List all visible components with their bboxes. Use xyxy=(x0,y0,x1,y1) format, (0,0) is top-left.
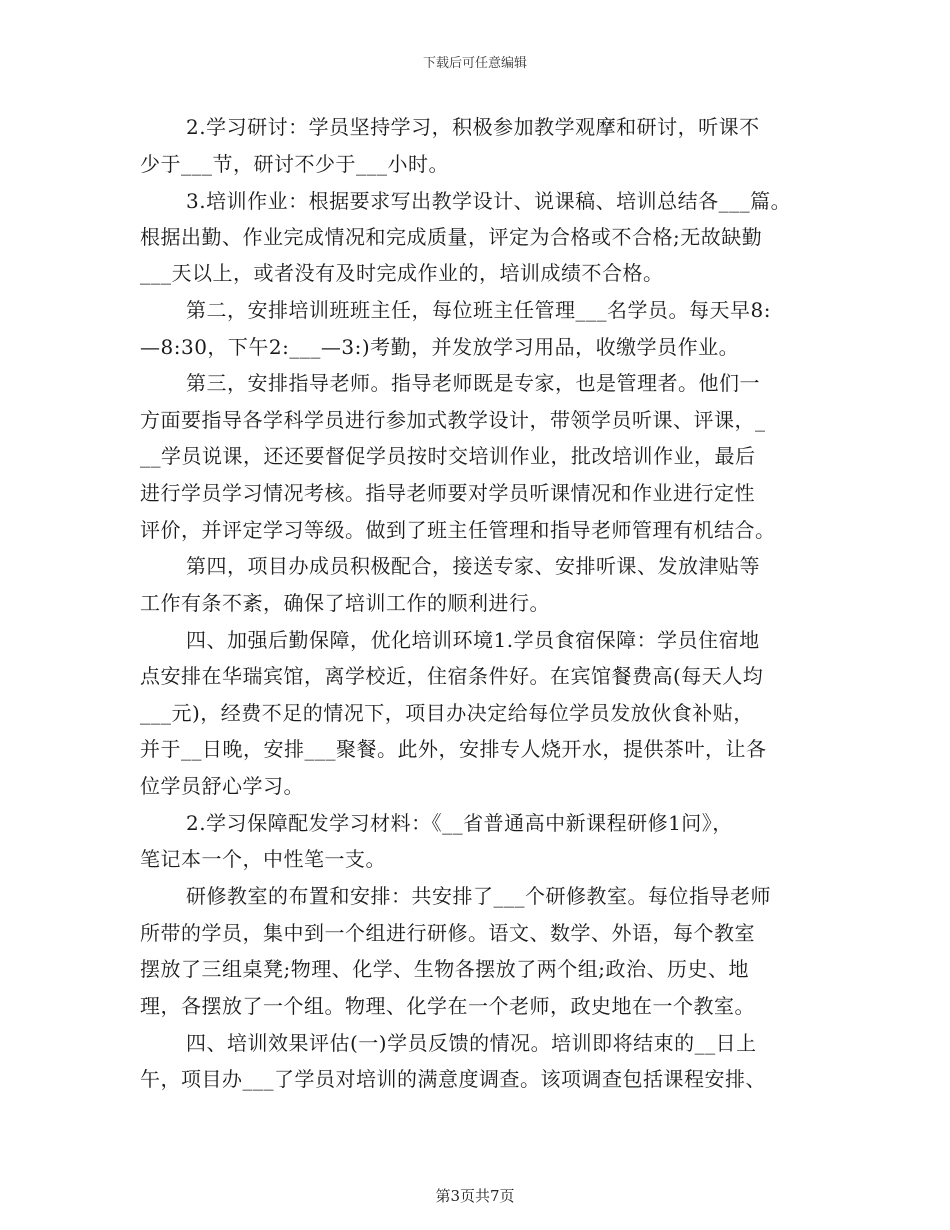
text-line: 摆放了三组桌凳;物理、化学、生物各摆放了两个组;政治、历史、地 xyxy=(140,957,749,981)
text-line: 并于__日晚，安排___聚餐。此外，安排专人烧开水，提供茶叶，让各 xyxy=(140,737,767,761)
text-line: 研修教室的布置和安排：共安排了___个研修教室。每位指导老师 xyxy=(186,884,771,908)
text-line: 位学员舒心学习。 xyxy=(140,774,304,798)
text-line: 午，项目办___了学员对培训的满意度调查。该项调查包括课程安排、 xyxy=(140,1067,766,1091)
text-line: 所带的学员，集中到一个组进行研修。语文、数学、外语，每个教室 xyxy=(140,921,755,945)
text-line: 2.学习研讨：学员坚持学习，积极参加教学观摩和研讨，听课不 xyxy=(186,115,760,139)
text-line: 少于___节，研讨不少于___小时。 xyxy=(140,152,449,176)
text-line: 3.培训作业：根据要求写出教学设计、说课稿、培训总结各___篇。 xyxy=(186,189,792,213)
text-line: ___元)，经费不足的情况下，项目办决定给每位学员发放伙食补贴， xyxy=(140,701,754,725)
text-line: 第四，项目办成员积极配合，接送专家、安排听课、发放津贴等 xyxy=(186,554,760,578)
page-header: 下载后可任意编辑 xyxy=(422,56,527,71)
text-line: 根据出勤、作业完成情况和完成质量，评定为合格或不合格;无故缺勤 xyxy=(140,225,763,249)
text-line: 工作有条不紊，确保了培训工作的顺利进行。 xyxy=(140,591,550,615)
text-line: 第二，安排培训班班主任，每位班主任管理___名学员。每天早8: xyxy=(186,298,771,322)
text-line: 理，各摆放了一个组。物理、化学在一个老师，政史地在一个教室。 xyxy=(140,994,755,1018)
text-line: 四、加强后勤保障，优化培训环境1.学员食宿保障：学员住宿地 xyxy=(186,628,760,652)
text-line: 方面要指导各学科学员进行参加式教学设计，带领学员听课、评课，_ xyxy=(140,408,766,432)
text-line: __学员说课，还还要督促学员按时交培训作业，批改培训作业，最后 xyxy=(140,444,756,468)
text-line: 笔记本一个，中性笔一支。 xyxy=(140,847,386,871)
text-line: 第三，安排指导老师。指导老师既是专家，也是管理者。他们一 xyxy=(186,371,760,395)
text-line: 进行学员学习情况考核。指导老师要对学员听课情况和作业进行定性 xyxy=(140,481,755,505)
text-line: 四、培训效果评估(一)学员反馈的情况。培训即将结束的__日上 xyxy=(186,1031,757,1055)
text-line: 评价，并评定学习等级。做到了班主任管理和指导老师管理有机结合。 xyxy=(140,518,776,542)
text-line: 2.学习保障配发学习材料：《__省普通高中新课程研修1问》， xyxy=(186,811,733,835)
page-number: 第3页共7页 xyxy=(435,1187,515,1205)
text-line: 点安排在华瑞宾馆，离学校近，住宿条件好。在宾馆餐费高(每天人均 xyxy=(140,664,764,688)
text-line: —8:30，下午2:___—3:)考勤，并发放学习用品，收缴学员作业。 xyxy=(140,335,740,359)
text-line: ___天以上，或者没有及时完成作业的，培训成绩不合格。 xyxy=(140,261,664,285)
